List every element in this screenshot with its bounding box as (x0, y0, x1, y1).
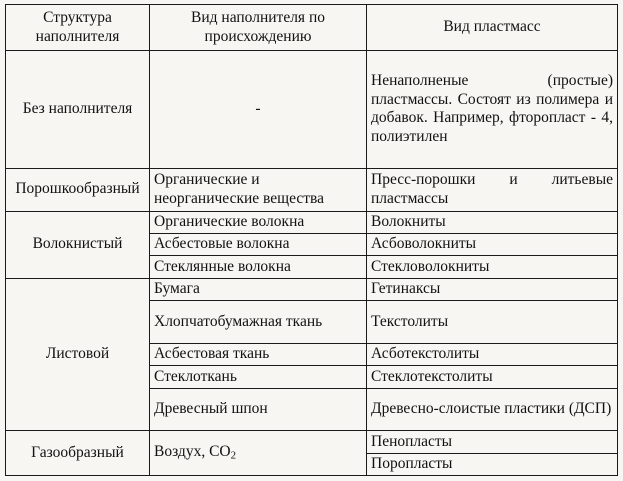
plastic-cell: Пресс-порошки и литьевые пластмассы (367, 168, 618, 211)
origin-cell: Стеклоткань (150, 366, 367, 388)
origin-cell: Органические волокна (150, 211, 367, 233)
plastic-cell: Стеклотекстолиты (367, 366, 618, 388)
origin-subscript: 2 (230, 449, 237, 462)
table-row (6, 51, 618, 169)
origin-cell: - (150, 51, 367, 169)
origin-text: Воздух, CO (154, 443, 231, 461)
plastic-cell: Древесно-слоистые пластики (ДСП) (367, 388, 618, 431)
header-plastic: Вид пластмасс (367, 5, 618, 51)
structure-cell: Без наполнителя (6, 51, 150, 169)
plastic-cell: Асботекстолиты (367, 343, 618, 365)
structure-cell: Порошкообразный (6, 168, 150, 211)
origin-cell: Органические и неорганические вещества (150, 168, 367, 211)
plastic-cell: Ненаполненые (простые) пластмассы. Состоят из полимера и добавок. Например, фторопласт - 4, полиэтилен (367, 51, 618, 169)
structure-cell: Листовой (6, 278, 150, 430)
origin-cell: Асбестовая ткань (150, 343, 367, 365)
origin-cell: Хлопчатобумажная ткань (150, 301, 367, 344)
table-row (6, 211, 618, 233)
table-row (6, 431, 618, 453)
table-row (6, 168, 618, 211)
origin-cell (150, 431, 367, 476)
plastics-table (5, 4, 618, 476)
plastic-cell: Стекловолокниты (367, 256, 618, 278)
plastic-cell: Асбоволокниты (367, 234, 618, 256)
plastic-cell: Пенопласты (367, 431, 618, 453)
plastic-cell: Поропласты (367, 453, 618, 475)
header-row (6, 5, 618, 51)
structure-cell: Газообразный (6, 431, 150, 476)
header-structure: Структура наполнителя (6, 5, 150, 51)
plastic-cell: Текстолиты (367, 301, 618, 344)
structure-cell: Волокнистый (6, 211, 150, 278)
origin-cell: Асбестовые волокна (150, 234, 367, 256)
table-row (6, 278, 618, 300)
plastic-cell: Гетинаксы (367, 278, 618, 300)
origin-cell: Древесный шпон (150, 388, 367, 431)
header-origin: Вид наполнителя по происхождению (150, 5, 367, 51)
origin-cell: Бумага (150, 278, 367, 300)
plastic-cell: Волокниты (367, 211, 618, 233)
origin-cell: Стеклянные волокна (150, 256, 367, 278)
